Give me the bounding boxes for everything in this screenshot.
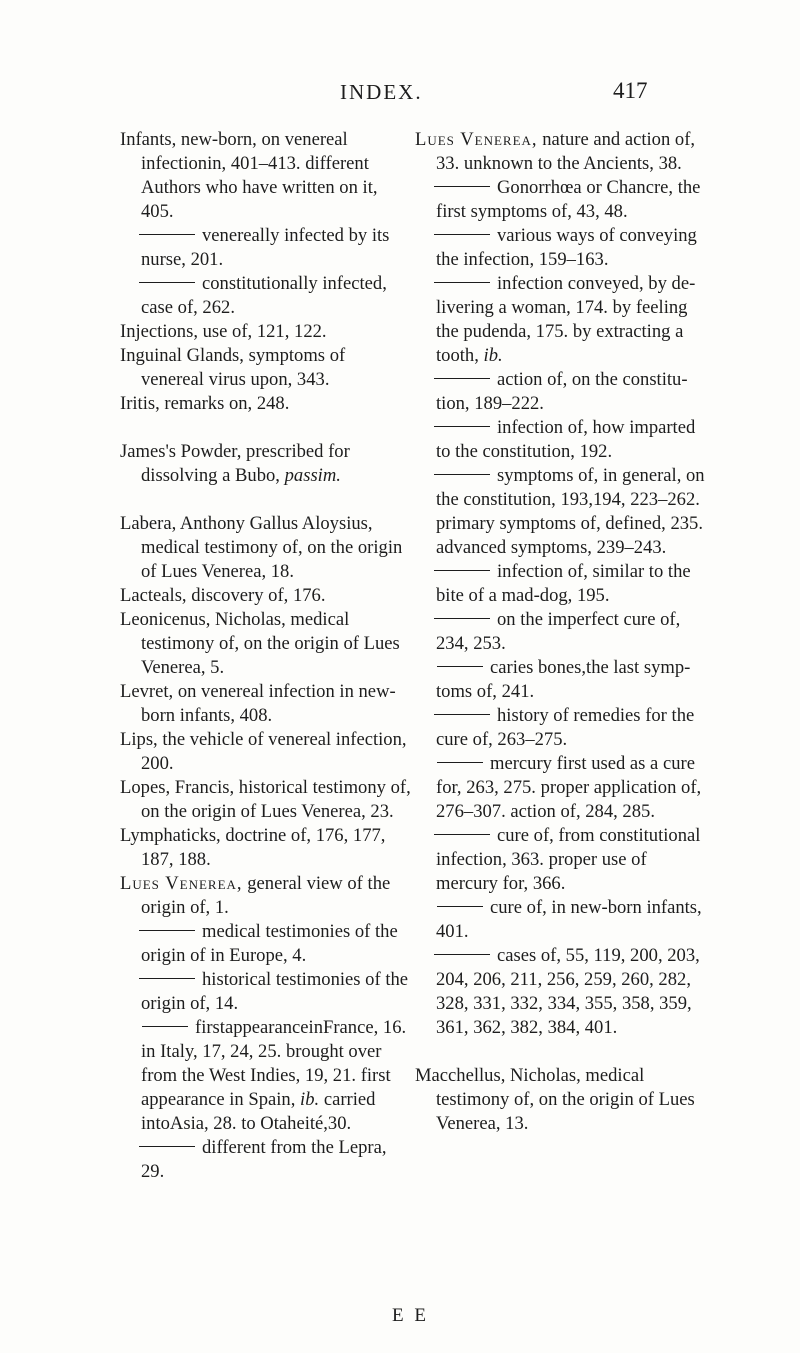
ditto-dash bbox=[434, 282, 490, 283]
entry-text: medical testimonies of the origin of in Europe, 4. bbox=[141, 921, 398, 966]
index-entry bbox=[120, 344, 412, 392]
ditto-dash bbox=[434, 954, 490, 955]
index-subentry bbox=[120, 1136, 412, 1184]
index-column-right bbox=[415, 128, 710, 1136]
index-subentry bbox=[120, 224, 412, 272]
index-subentry bbox=[415, 704, 710, 752]
index-entry bbox=[120, 824, 412, 872]
entry-text: Lymphaticks, doctrine of, 176, 177, 187, 188. bbox=[120, 825, 386, 870]
ditto-dash bbox=[139, 930, 195, 931]
entry-text: Inguinal Glands, symptoms of venereal virus upon, 343. bbox=[120, 345, 346, 390]
index-entry bbox=[415, 128, 710, 176]
entry-text: Iritis, remarks on, 248. bbox=[120, 393, 290, 414]
entry-text: historical testimonies of the origin of, 14. bbox=[141, 969, 409, 1014]
entry-text: Gonorrhœa or Chancre, the first symptoms of, 43, 48. bbox=[436, 177, 701, 222]
ditto-dash bbox=[434, 834, 490, 835]
entry-text: infection of, similar to the bite of a mad-dog, 195. bbox=[436, 561, 691, 606]
entry-text: action of, on the constitution, 189–222. bbox=[436, 369, 688, 414]
page-number: 417 bbox=[613, 78, 648, 103]
entry-text: Injections, use of, 121, 122. bbox=[120, 321, 327, 342]
entry-gap bbox=[120, 488, 412, 512]
index-column-left bbox=[120, 128, 412, 1184]
ditto-dash bbox=[139, 1146, 195, 1147]
index-subentry bbox=[415, 368, 710, 416]
ditto-dash bbox=[434, 234, 490, 235]
entry-text-tail: carried intoAsia, 28. to Otaheité,30. bbox=[141, 1089, 376, 1134]
index-entry bbox=[415, 1064, 710, 1136]
entry-text: cases of, 55, 119, 200, 203, 204, 206, 211, 256, 259, 260, 282, 328, 331, 332, 334, 355, 358, 359, 361, 362, 382, 384, 401. bbox=[436, 945, 700, 1038]
ditto-dash bbox=[434, 186, 490, 187]
index-subentry bbox=[120, 920, 412, 968]
index-entry bbox=[120, 440, 412, 488]
index-entry bbox=[120, 128, 412, 224]
entry-text: Infants, new-born, on venereal infectionin, 401–413. different Authors who have written on it, 405. bbox=[120, 129, 378, 222]
index-entry bbox=[120, 608, 412, 680]
index-subentry bbox=[120, 968, 412, 1016]
ditto-dash bbox=[434, 618, 490, 619]
ditto-dash bbox=[434, 426, 490, 427]
entry-text: constitutionally infected, case of, 262. bbox=[141, 273, 387, 318]
entry-text: general view of the origin of, 1. bbox=[141, 873, 391, 918]
entry-text: nature and action of, 33. unknown to the Ancients, 38. bbox=[436, 129, 696, 174]
entry-text: on the imperfect cure of, 234, 253. bbox=[436, 609, 681, 654]
entry-text: infection conveyed, by delivering a woman, 174. by feeling the pudenda, 175. by extracting a tooth, bbox=[436, 273, 696, 366]
signature-mark: E E bbox=[392, 1305, 429, 1326]
index-entry bbox=[120, 680, 412, 728]
index-subentry bbox=[415, 608, 710, 656]
entry-text: cure of, in new-born infants, 401. bbox=[436, 897, 702, 942]
index-subentry bbox=[415, 464, 710, 560]
entry-text: different from the Lepra, 29. bbox=[141, 1137, 387, 1182]
index-entry bbox=[120, 392, 412, 416]
ditto-dash bbox=[434, 570, 490, 571]
entry-text: Lopes, Francis, historical testimony of, on the origin of Lues Venerea, 23. bbox=[120, 777, 411, 822]
ditto-dash bbox=[437, 906, 483, 907]
ditto-dash bbox=[434, 714, 490, 715]
entry-text: firstappearanceinFrance, 16. in Italy, 17, 24, 25. brought over from the West Indies, 19, 21. first appearance in Spain, bbox=[141, 1017, 407, 1110]
index-subentry bbox=[415, 176, 710, 224]
ditto-dash bbox=[139, 234, 195, 235]
entry-text: Levret, on venereal infection in new-born infants, 408. bbox=[120, 681, 396, 726]
index-entry bbox=[120, 776, 412, 824]
ditto-dash bbox=[139, 282, 195, 283]
entry-italic: ib. bbox=[300, 1089, 320, 1110]
entry-text: James's Powder, prescribed for dissolving a Bubo, bbox=[120, 441, 350, 486]
entry-text: Leonicenus, Nicholas, medical testimony of, on the origin of Lues Venerea, 5. bbox=[120, 609, 400, 678]
ditto-dash bbox=[434, 474, 490, 475]
index-entry bbox=[120, 872, 412, 920]
entry-text: cure of, from constitutional infection, 363. proper use of mercury for, 366. bbox=[436, 825, 701, 894]
entry-heading: Lues Venerea, bbox=[120, 873, 243, 894]
index-subentry bbox=[415, 656, 710, 704]
entry-text: venereally infected by its nurse, 201. bbox=[141, 225, 390, 270]
entry-italic: ib. bbox=[483, 345, 503, 366]
index-subentry bbox=[120, 1016, 412, 1136]
index-entry bbox=[120, 512, 412, 584]
ditto-dash bbox=[139, 978, 195, 979]
entry-text: history of remedies for the cure of, 263–275. bbox=[436, 705, 695, 750]
index-subentry bbox=[415, 824, 710, 896]
entry-text: caries bones,the last symptoms of, 241. bbox=[436, 657, 691, 702]
entry-text: Macchellus, Nicholas, medical testimony of, on the origin of Lues Venerea, 13. bbox=[415, 1065, 695, 1134]
index-subentry bbox=[415, 752, 710, 824]
index-subentry bbox=[415, 224, 710, 272]
index-entry bbox=[120, 584, 412, 608]
index-subentry bbox=[415, 944, 710, 1040]
ditto-dash bbox=[437, 666, 483, 667]
entry-text: Lips, the vehicle of venereal infection, 200. bbox=[120, 729, 407, 774]
index-subentry bbox=[415, 896, 710, 944]
running-head-title: INDEX. bbox=[340, 80, 423, 104]
entry-italic: passim. bbox=[284, 465, 341, 486]
ditto-dash bbox=[434, 378, 490, 379]
index-entry bbox=[120, 320, 412, 344]
index-subentry bbox=[415, 560, 710, 608]
index-subentry bbox=[415, 416, 710, 464]
index-entry bbox=[120, 728, 412, 776]
ditto-dash bbox=[142, 1026, 188, 1027]
entry-gap bbox=[120, 416, 412, 440]
entry-text: Labera, Anthony Gallus Aloysius, medical testimony of, on the origin of Lues Venerea, 18. bbox=[120, 513, 403, 582]
entry-text: mercury first used as a cure for, 263, 275. proper application of, 276–307. action of, 284, 285. bbox=[436, 753, 702, 822]
ditto-dash bbox=[437, 762, 483, 763]
running-head bbox=[0, 80, 800, 116]
entry-text: various ways of conveying the infection, 159–163. bbox=[436, 225, 697, 270]
entry-heading: Lues Venerea, bbox=[415, 129, 538, 150]
index-subentry bbox=[415, 272, 710, 368]
entry-gap bbox=[415, 1040, 710, 1064]
entry-text: infection of, how imparted to the constitution, 192. bbox=[436, 417, 696, 462]
index-subentry bbox=[120, 272, 412, 320]
entry-text: symptoms of, in general, on the constitution, 193,194, 223–262. primary symptoms of, defined, 235. advanced symptoms, 239–243. bbox=[436, 465, 705, 558]
entry-text: Lacteals, discovery of, 176. bbox=[120, 585, 326, 606]
